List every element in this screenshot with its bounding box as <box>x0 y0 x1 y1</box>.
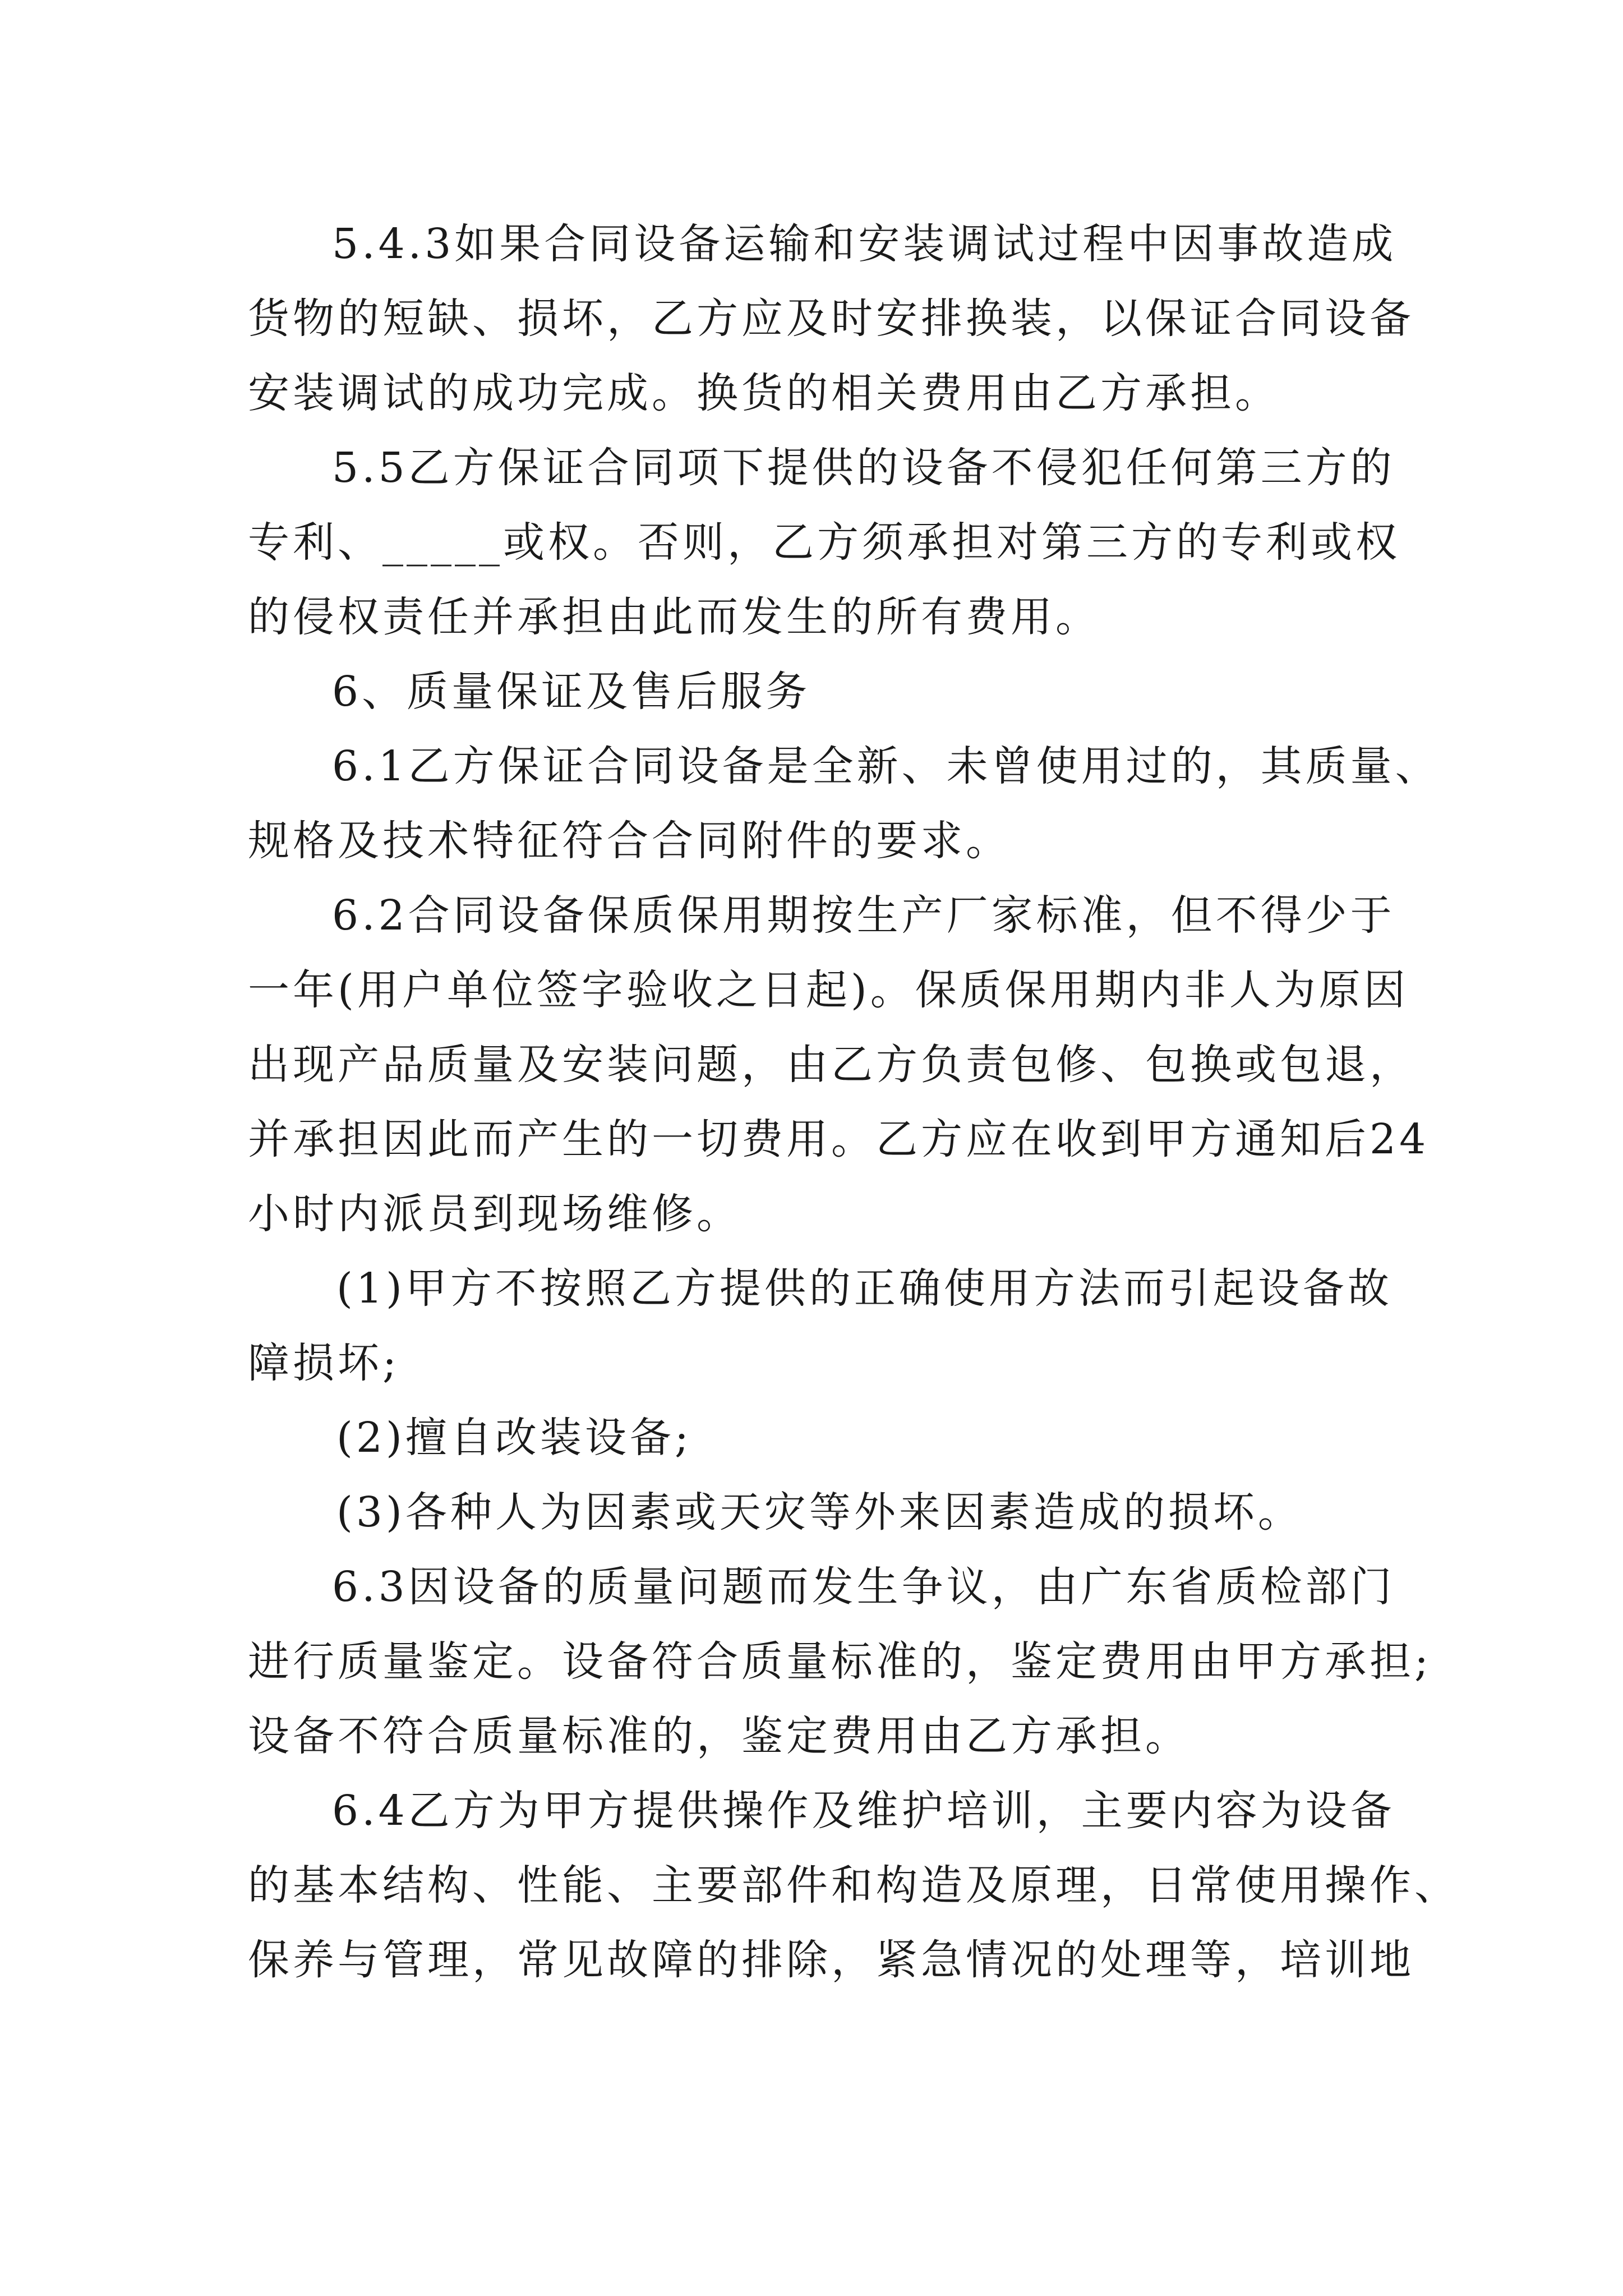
list-item-line: (3)各种人为因素或天灾等外来因素造成的损坏。 <box>336 1488 1303 1536</box>
paragraph-line: 专利、_____或权。否则，乙方须承担对第三方的专利或权 <box>248 518 1400 567</box>
paragraph-line: 5.4.3如果合同设备运输和安装调试过程中因事故造成 <box>332 220 1397 268</box>
paragraph-line: 设备不符合质量标准的，鉴定费用由乙方承担。 <box>248 1712 1190 1760</box>
paragraph-line: 5.5乙方保证合同项下提供的设备不侵犯任何第三方的 <box>332 444 1395 492</box>
paragraph-line: 的基本结构、性能、主要部件和构造及原理，日常使用操作、 <box>248 1861 1459 1910</box>
paragraph-line: 并承担因此而产生的一切费用。乙方应在收到甲方通知后24 <box>248 1115 1430 1163</box>
list-item-line: (2)擅自改装设备; <box>336 1414 692 1462</box>
paragraph-line: 出现产品质量及安装问题，由乙方负责包修、包换或包退， <box>248 1041 1414 1089</box>
paragraph-line: 一年(用户单位签字验收之日起)。保质保用期内非人为原因 <box>248 966 1409 1014</box>
paragraph-line: 6.3因设备的质量问题而发生争议，由广东省质检部门 <box>332 1563 1395 1611</box>
list-item-line: 障损坏; <box>248 1339 400 1387</box>
paragraph-line: 6.1乙方保证合同设备是全新、未曾使用过的，其质量、 <box>332 742 1440 790</box>
paragraph-line: 规格及技术特征符合合同附件的要求。 <box>248 817 1011 865</box>
paragraph-line: 安装调试的成功完成。换货的相关费用由乙方承担。 <box>248 369 1280 417</box>
paragraph-line: 保养与管理，常见故障的排除，紧急情况的处理等，培训地 <box>248 1936 1414 1984</box>
section-heading: 6、质量保证及售后服务 <box>332 668 811 716</box>
paragraph-line: 6.4乙方为甲方提供操作及维护培训，主要内容为设备 <box>332 1787 1395 1835</box>
paragraph-line: 进行质量鉴定。设备符合质量标准的，鉴定费用由甲方承担; <box>248 1637 1432 1686</box>
paragraph-line: 6.2合同设备保质保用期按生产厂家标准，但不得少于 <box>332 891 1395 940</box>
paragraph-line: 货物的短缺、损坏，乙方应及时安排换装，以保证合同设备 <box>248 295 1414 343</box>
list-item-line: (1)甲方不按照乙方提供的正确使用方法而引起设备故 <box>336 1264 1393 1313</box>
paragraph-line: 的侵权责任并承担由此而发生的所有费用。 <box>248 593 1100 641</box>
paragraph-line: 小时内派员到现场维修。 <box>248 1190 741 1238</box>
